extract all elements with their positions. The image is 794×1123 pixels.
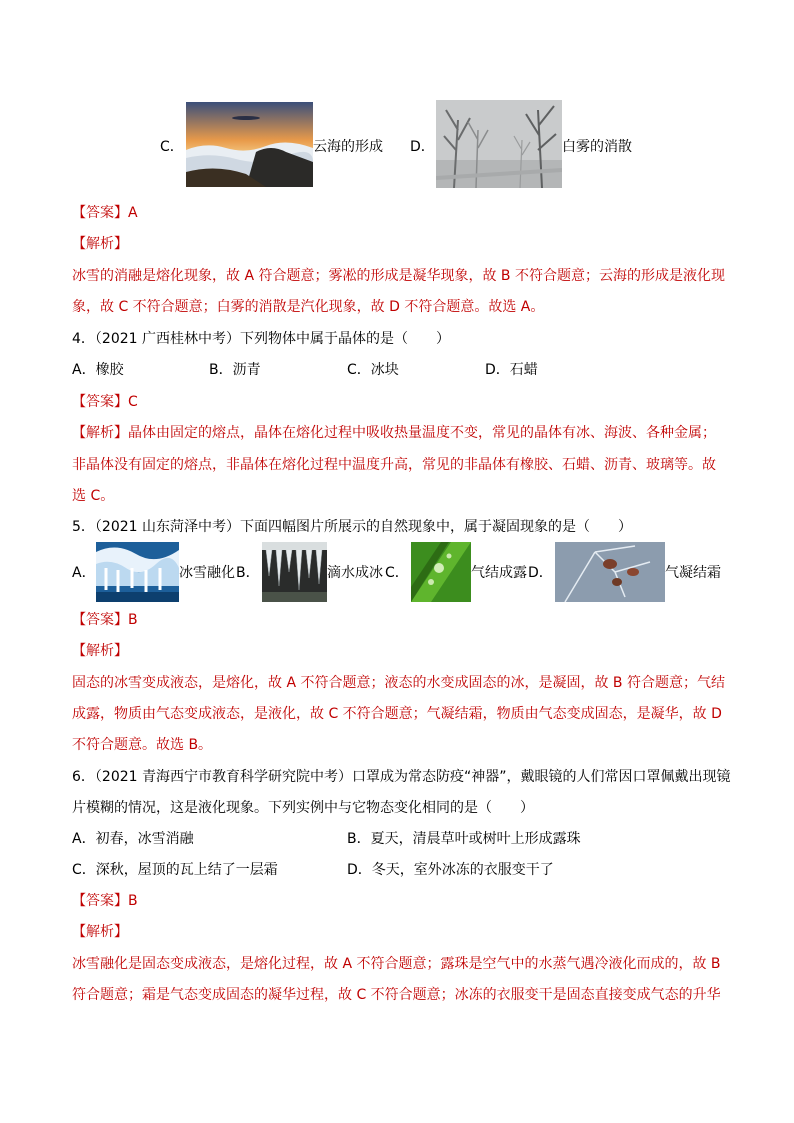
q5-analysis-line-3: 不符合题意。故选 B。 [72,737,213,753]
answer-tag: 【答案】 [72,205,128,221]
q6-option-c: C．深秋，屋顶的瓦上结了一层霜 [72,862,278,878]
q6-option-d: D．冬天，室外冰冻的衣服变干了 [347,862,554,878]
q6-analysis-line-2: 符合题意；霜是气态变成固态的凝华过程，故 C 不符合题意；冰冻的衣服变干是固态直接变成气态的升华 [72,987,721,1003]
q6-stem-line-2: 片模糊的情况，这是液化现象。下列实例中与它物态变化相同的是（ ） [72,800,534,816]
answer-value: C [128,394,138,410]
q5-option-c-caption: 气结成露 [471,565,527,581]
q4-analysis-line-3: 选 C。 [72,488,115,504]
q3-analysis-tag [72,234,128,254]
q5-analysis-line-1: 固态的冰雪变成液态，是熔化，故 A 不符合题意；液态的水变成固态的冰，是凝固，故 B 符合题意；气结 [72,675,725,691]
option-d-caption: 白雾的消散 [562,139,632,155]
q3-analysis-line-2: 象，故 C 不符合题意；白雾的消散是汽化现象，故 D 不符合题意。故选 A。 [72,299,545,315]
q4-answer [72,392,138,412]
answer-tag: 【答案】 [72,612,128,628]
q4-stem: 4．（2021 广西桂林中考）下列物体中属于晶体的是（ ） [72,331,450,347]
q6-option-b: B．夏天，清晨草叶或树叶上形成露珠 [347,831,581,847]
analysis-tag: 【解析】 [72,924,128,940]
q5-option-d-label: D． [528,565,553,581]
answer-tag: 【答案】 [72,394,128,410]
icicles-image [262,542,327,602]
analysis-tag: 【解析】 [72,236,128,252]
q6-option-a: A．初春，冰雪消融 [72,831,194,847]
answer-value: A [128,205,138,221]
q5-answer [72,610,138,630]
q3-answer [72,203,138,223]
q4-option-c: C．冰块 [347,362,399,378]
option-c-label: C． [160,139,184,155]
q6-analysis-line-1: 冰雪融化是固态变成液态，是熔化过程，故 A 不符合题意；露珠是空气中的水蒸气遇冷液化而成的，故 B [72,956,721,972]
q3-analysis-line-1: 冰雪的消融是熔化现象，故 A 符合题意；雾凇的形成是凝华现象，故 B 不符合题意；云海的形成是液化现 [72,268,725,284]
analysis-tag: 【解析】 [72,425,128,441]
answer-tag: 【答案】 [72,893,128,909]
sea-of-clouds-image [186,102,313,187]
q5-option-b-caption: 滴水成冰 [327,565,383,581]
q5-analysis-tag [72,641,128,661]
q6-answer [72,891,138,911]
q5-analysis-line-2: 成露，物质由气态变成液态，是液化，故 C 不符合题意；气凝结霜，物质由气态变成固态，是凝华，故 D [72,706,722,722]
white-fog-image [436,100,562,188]
q5-stem: 5．（2021 山东菏泽中考）下面四幅图片所展示的自然现象中，属于凝固现象的是（ ） [72,519,632,535]
answer-value: B [128,612,138,628]
q4-option-d: D．石蜡 [485,362,538,378]
q4-analysis-line-2: 非晶体没有固定的熔点，非晶体在熔化过程中温度升高，常见的非晶体有橡胶、石蜡、沥青、玻璃等。故 [72,457,716,473]
analysis-tag: 【解析】 [72,643,128,659]
answer-value: B [128,893,138,909]
q5-option-c-label: C． [385,565,409,581]
q5-option-b-label: B． [236,565,260,581]
q5-option-a-label: A． [72,565,96,581]
q4-option-a: A．橡胶 [72,362,124,378]
q5-option-d-caption: 气凝结霜 [665,565,721,581]
q5-option-a-caption: 冰雪融化 [179,565,235,581]
analysis-text: 晶体由固定的熔点，晶体在熔化过程中吸收热量温度不变，常见的晶体有冰、海波、各种金属； [128,425,716,441]
option-c-caption: 云海的形成 [313,139,383,155]
q6-analysis-tag [72,922,128,942]
melting-snow-image [96,542,179,602]
q6-stem-line-1: 6．（2021 青海西宁市教育科学研究院中考）口罩成为常态防疫“神器”，戴眼镜的人们常因口罩佩戴出现镜 [72,769,731,785]
frost-image [555,542,665,602]
q4-analysis-line-1 [72,423,716,443]
option-d-label: D． [410,139,435,155]
dew-on-leaf-image [411,542,471,602]
q4-option-b: B．沥青 [209,362,261,378]
